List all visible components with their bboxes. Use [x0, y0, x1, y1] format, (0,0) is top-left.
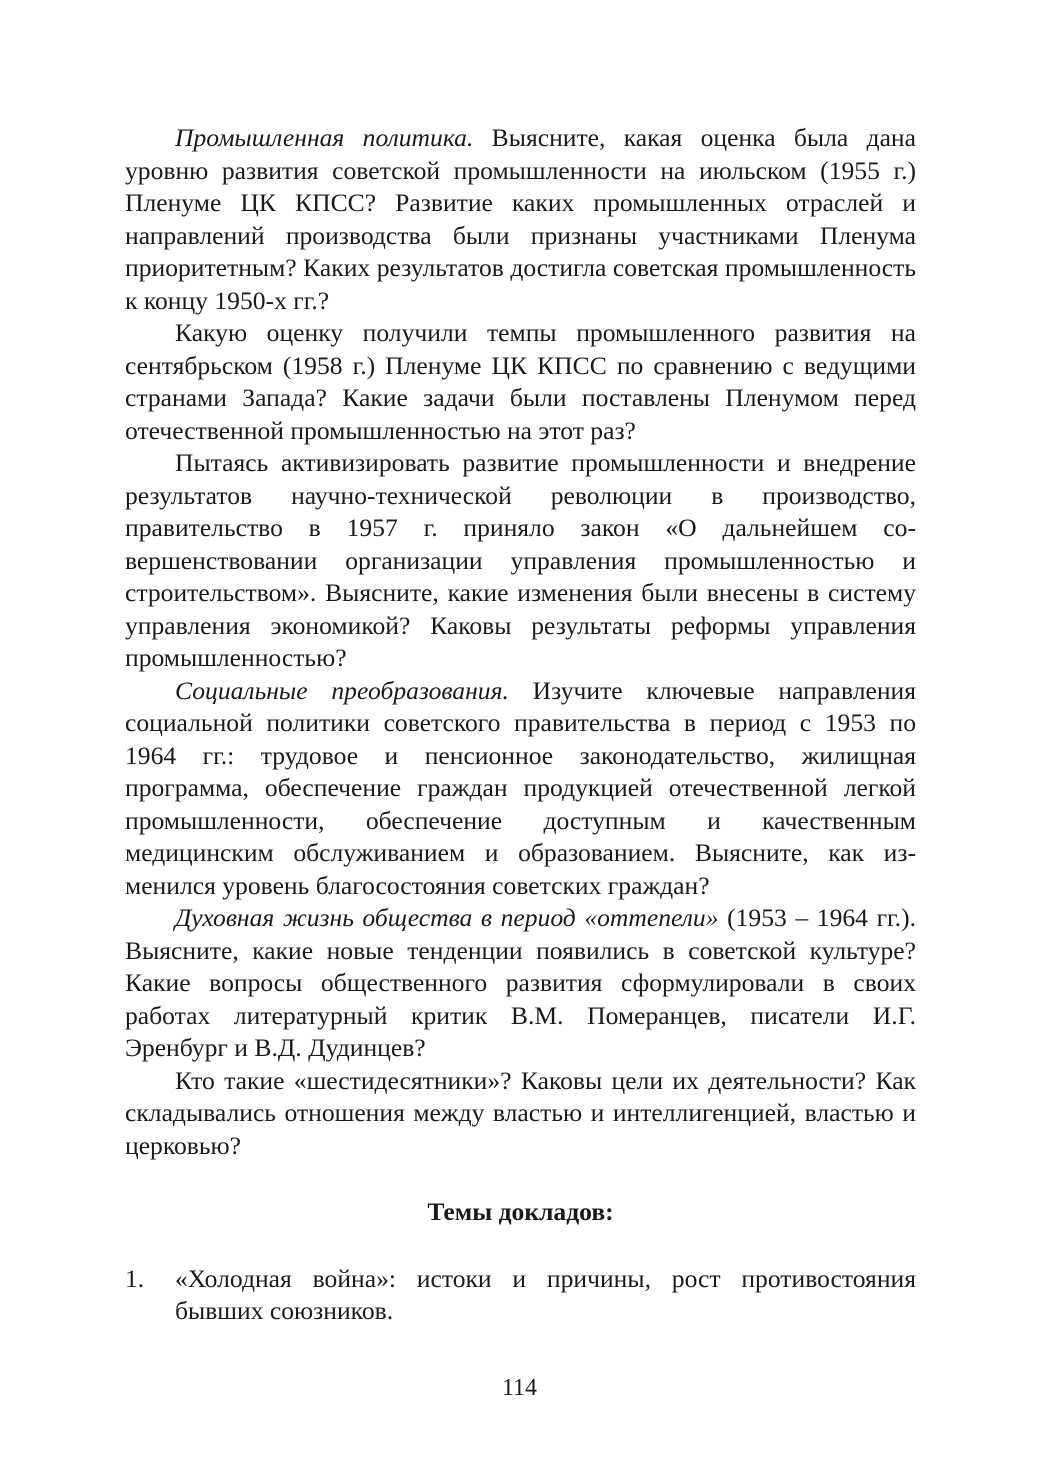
paragraph-text: (1953 – 1964 гг.). Выясните, какие новые тенденции появились в советской культуре? Какие вопросы общественного развития сформулировали в своих работах литературный критик В.М. Померанцев, писатели И.Г. Эренбург и В.Д. Дудинцев?: [125, 903, 916, 1062]
paragraph-sixtiers: [125, 1065, 916, 1163]
paragraph-management-reform: [125, 447, 916, 675]
list-item: [125, 1263, 916, 1328]
page-content: [125, 122, 916, 1328]
paragraph-text: Какую оценку получили темпы промышленного развития на сентябрьском (1958 г.) Пленуме ЦК КПСС по сравнению с ведущими странами Запада? Какие задачи были поставлены Пленумом перед отечественной промышленностью на этот раз?: [125, 318, 916, 445]
paragraph-social-reforms: [125, 675, 916, 903]
paragraph-lead: Духовная жизнь общества в период «оттепели»: [175, 903, 719, 932]
paragraph-lead: Социальные преобразования.: [175, 675, 509, 705]
paragraph-text: Кто такие «шестидесятники»? Каковы цели их деятельности? Как складывались отношения между властью и интеллигенцией, властью и церковью?: [125, 1065, 916, 1160]
list-item-text: «Холодная война»: истоки и причины, рост противостояния бывших союзников.: [175, 1263, 916, 1325]
paragraph-lead: Промышленная политика.: [175, 123, 474, 152]
paragraph-spiritual-life: [125, 902, 916, 1065]
topics-heading: Темы докладов:: [427, 1197, 614, 1226]
paragraph-text: Пытаясь активизировать развитие промышленности и внедрение результатов научно-технической революции в производство, правительство в 1957 г. приняло закон «О дальнейшем совершенствовании организации управления промышленностью и строительством». Выясните, какие изменения были внесены в систему управления экономикой? Каковы результаты реформы управления промышленностью?: [125, 448, 916, 672]
paragraph-september-plenum: [125, 317, 916, 447]
paragraph-text: Выясните, какая оценка была дана уровню развития советской промышленности на июльском (1955 г.) Пленуме ЦК КПСС? Развитие каких промышленных отраслей и направлений производства были признаны участниками Пленума приоритетным? Каких результатов достигла советская промышленность к концу 1950-х гг.?: [125, 123, 916, 315]
list-item-number: 1.: [125, 1263, 145, 1293]
paragraph-industrial-policy: [125, 122, 916, 317]
page-number: 114: [501, 1375, 538, 1401]
paragraph-text: Изучите ключевые направления социальной политики советского правительства в период с 1953 по 1964 гг.: трудовое и пенсионное законодательство, жилищная программа, обеспечение граждан продукцией отечественной легкой промышленности, обеспечение доступным и качественным медицинским обслуживанием и образованием. Выясните, как изменился уровень благосостояния советских граждан?: [125, 675, 916, 900]
topics-list: [125, 1263, 916, 1328]
